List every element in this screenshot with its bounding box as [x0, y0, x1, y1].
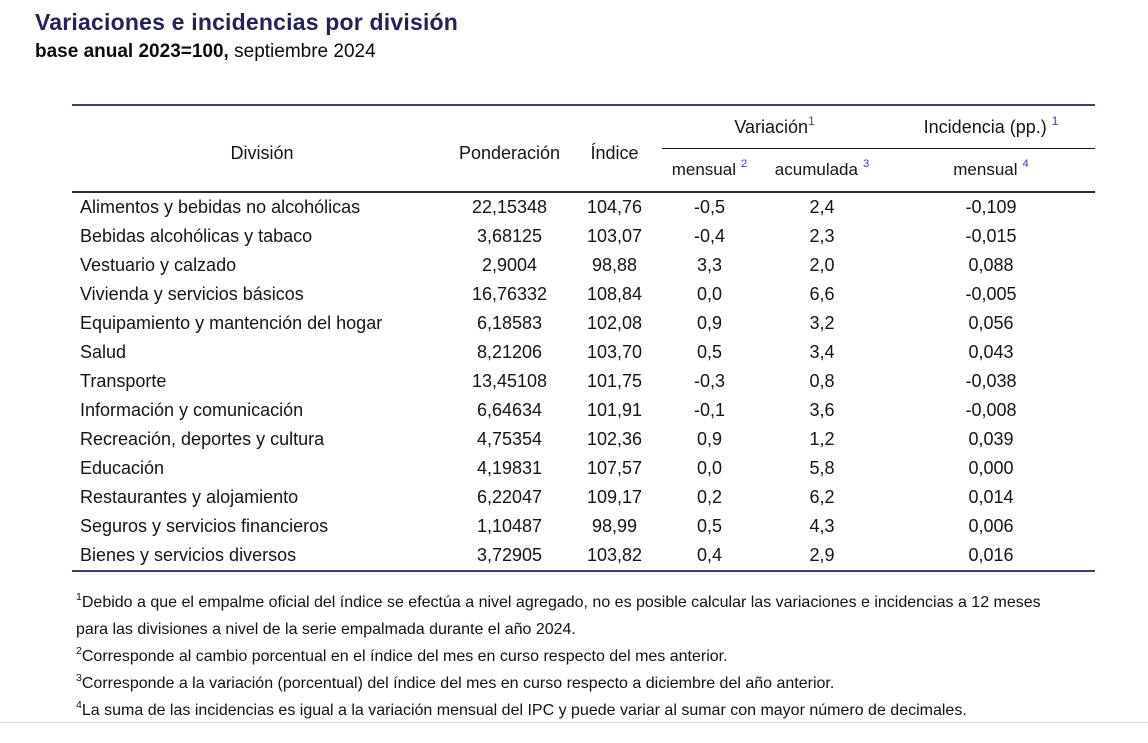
- cell-ponderacion: 1,10487: [476, 516, 543, 536]
- cell-var-mensual: -0,3: [693, 371, 726, 391]
- cell-indice: 98,88: [591, 255, 638, 275]
- cell-ponderacion: 4,75354: [476, 429, 543, 449]
- cell-var-acumulada: 5,8: [809, 458, 835, 478]
- cell-var-acumulada: 2,4: [809, 197, 835, 217]
- cell-var-mensual: 0,5: [696, 516, 723, 536]
- variacion-label: Variación: [734, 116, 809, 137]
- footnote-text: Corresponde a la variación (porcentual) del índice del mes en curso respecto a diciembre del año anterior.: [81, 675, 835, 692]
- inc-mensual-label: mensual: [953, 160, 1018, 179]
- table-row: [72, 338, 1095, 367]
- cell-var-mensual: -0,5: [693, 197, 726, 217]
- cell-ponderacion: 4,19831: [476, 458, 543, 478]
- cell-ponderacion: 16,76332: [471, 284, 548, 304]
- cell-inc-mensual: 0,014: [968, 487, 1014, 507]
- cell-var-acumulada: 4,3: [809, 516, 835, 536]
- col-group-variacion: [662, 105, 887, 149]
- cell-inc-mensual: 0,016: [968, 545, 1014, 565]
- table-row: [72, 251, 1095, 280]
- cell-indice: 104,76: [586, 197, 643, 217]
- var-acumulada-label: acumulada: [774, 160, 858, 179]
- cell-division: Educación: [80, 458, 165, 478]
- cell-indice: 102,08: [586, 313, 643, 333]
- cell-ponderacion: 2,9004: [481, 255, 538, 275]
- cell-inc-mensual: 0,043: [968, 342, 1014, 362]
- table-row: [72, 280, 1095, 309]
- cell-var-mensual: 3,3: [696, 255, 723, 275]
- cell-indice: 103,70: [586, 342, 643, 362]
- var-mensual-label: mensual: [671, 160, 736, 179]
- cell-var-mensual: 0,5: [696, 342, 723, 362]
- footnote-ref-1: 1: [808, 113, 815, 128]
- col-header-inc-mensual: [887, 149, 1095, 193]
- col-header-division: División: [230, 143, 294, 163]
- subtitle-period: septiembre 2024: [234, 41, 376, 62]
- cell-division: Equipamiento y mantención del hogar: [80, 313, 383, 333]
- cell-division: Recreación, deportes y cultura: [80, 429, 325, 449]
- cell-division: Vivienda y servicios básicos: [80, 284, 304, 304]
- cell-ponderacion: 6,64634: [476, 400, 543, 420]
- col-header-var-mensual: [662, 149, 757, 193]
- cell-indice: 101,91: [586, 400, 643, 420]
- table-row: [72, 222, 1095, 251]
- table-body: [72, 192, 1095, 571]
- page-title: Variaciones e incidencias por división: [35, 9, 459, 35]
- cell-var-acumulada: 2,3: [809, 226, 835, 246]
- footnote: [76, 643, 1071, 670]
- cell-var-acumulada: 6,2: [809, 487, 835, 507]
- footnote-text: Debido a que el empalme oficial del índice se efectúa a nivel agregado, no es posible calcular las variaciones e incidencias a 12 meses para las divisiones a nivel de la serie empalmada durante el año 2024.: [76, 594, 1041, 638]
- subtitle-base: base anual 2023=100,: [35, 41, 229, 62]
- table-row: [72, 367, 1095, 396]
- cell-division: Salud: [80, 342, 127, 362]
- col-group-incidencia: [887, 105, 1095, 149]
- footnotes: [76, 589, 1071, 724]
- table-row: [72, 541, 1095, 571]
- cell-ponderacion: 3,68125: [476, 226, 543, 246]
- table-row: [72, 396, 1095, 425]
- cell-division: Vestuario y calzado: [80, 255, 237, 275]
- page-subtitle: [35, 41, 1148, 63]
- cell-var-acumulada: 2,9: [809, 545, 835, 565]
- cell-inc-mensual: 0,006: [968, 516, 1014, 536]
- cell-var-mensual: 0,9: [696, 313, 723, 333]
- cell-var-acumulada: 1,2: [809, 429, 835, 449]
- cell-inc-mensual: -0,109: [965, 197, 1017, 217]
- footnote: [76, 670, 1071, 697]
- table-row: [72, 512, 1095, 541]
- cell-var-acumulada: 2,0: [809, 255, 835, 275]
- footnote-ref-3: 3: [862, 158, 870, 171]
- cell-indice: 103,82: [586, 545, 643, 565]
- col-header-ponderacion: Ponderación: [458, 143, 561, 163]
- footnote-ref-4: 4: [1022, 158, 1029, 171]
- header: [0, 0, 1148, 63]
- cell-division: Alimentos y bebidas no alcohólicas: [80, 197, 361, 217]
- cell-var-mensual: -0,1: [693, 400, 726, 420]
- cell-ponderacion: 22,15348: [471, 197, 548, 217]
- cell-inc-mensual: 0,000: [968, 458, 1014, 478]
- cell-division: Información y comunicación: [80, 400, 304, 420]
- cell-var-acumulada: 3,6: [809, 400, 835, 420]
- cell-indice: 98,99: [591, 516, 638, 536]
- cell-var-acumulada: 0,8: [809, 371, 835, 391]
- table-row: [72, 483, 1095, 512]
- footnote-text: La suma de las incidencias es igual a la variación mensual del IPC y puede variar al sumar con mayor número de decimales.: [81, 702, 967, 719]
- cell-var-acumulada: 3,4: [809, 342, 835, 362]
- divisions-table: [72, 104, 1095, 572]
- cell-indice: 102,36: [586, 429, 643, 449]
- footnote: [76, 589, 1071, 643]
- table-head: [72, 105, 1095, 192]
- cell-indice: 107,57: [586, 458, 643, 478]
- table-row: [72, 454, 1095, 483]
- footnote-marker: 2: [76, 644, 82, 657]
- cell-inc-mensual: -0,005: [965, 284, 1017, 304]
- table-row: [72, 425, 1095, 454]
- cell-division: Transporte: [80, 371, 167, 391]
- cell-indice: 103,07: [586, 226, 643, 246]
- cell-var-mensual: 0,9: [696, 429, 723, 449]
- footnote-text: Corresponde al cambio porcentual en el índice del mes en curso respecto del mes anterior.: [81, 648, 728, 665]
- col-header-indice: Índice: [590, 143, 639, 163]
- cell-ponderacion: 3,72905: [476, 545, 543, 565]
- cell-division: Restaurantes y alojamiento: [80, 487, 299, 507]
- cell-division: Seguros y servicios financieros: [80, 516, 329, 536]
- cell-indice: 109,17: [586, 487, 643, 507]
- cell-ponderacion: 6,18583: [476, 313, 543, 333]
- cell-var-mensual: -0,4: [693, 226, 726, 246]
- cell-var-mensual: 0,4: [696, 545, 723, 565]
- footnote-marker: 3: [76, 671, 82, 684]
- cell-division: Bienes y servicios diversos: [80, 545, 297, 565]
- cell-var-mensual: 0,0: [696, 458, 723, 478]
- cell-ponderacion: 8,21206: [476, 342, 543, 362]
- cell-inc-mensual: 0,039: [968, 429, 1014, 449]
- footnote-ref-1: 1: [1051, 113, 1059, 128]
- table-row: [72, 192, 1095, 222]
- cell-inc-mensual: 0,056: [968, 313, 1014, 333]
- cell-division: Bebidas alcohólicas y tabaco: [80, 226, 313, 246]
- cell-var-acumulada: 6,6: [809, 284, 835, 304]
- cell-ponderacion: 6,22047: [476, 487, 543, 507]
- footnote-marker: 1: [76, 590, 82, 603]
- bottom-hairline: [0, 722, 1148, 723]
- cell-inc-mensual: -0,015: [965, 226, 1017, 246]
- header-group-row: [72, 105, 1095, 149]
- cell-indice: 101,75: [586, 371, 643, 391]
- footnote-ref-2: 2: [741, 158, 748, 171]
- footnote-marker: 4: [76, 698, 82, 711]
- cell-var-acumulada: 3,2: [809, 313, 835, 333]
- cell-var-mensual: 0,2: [696, 487, 723, 507]
- col-header-var-acumulada: [757, 149, 887, 193]
- footnote: [76, 697, 1071, 724]
- table-row: [72, 309, 1095, 338]
- cell-indice: 108,84: [586, 284, 643, 304]
- incidencia-label: Incidencia (pp.): [923, 116, 1047, 137]
- cell-inc-mensual: -0,008: [965, 400, 1017, 420]
- cell-inc-mensual: 0,088: [968, 255, 1014, 275]
- cell-ponderacion: 13,45108: [471, 371, 548, 391]
- cell-inc-mensual: -0,038: [965, 371, 1017, 391]
- cell-var-mensual: 0,0: [696, 284, 723, 304]
